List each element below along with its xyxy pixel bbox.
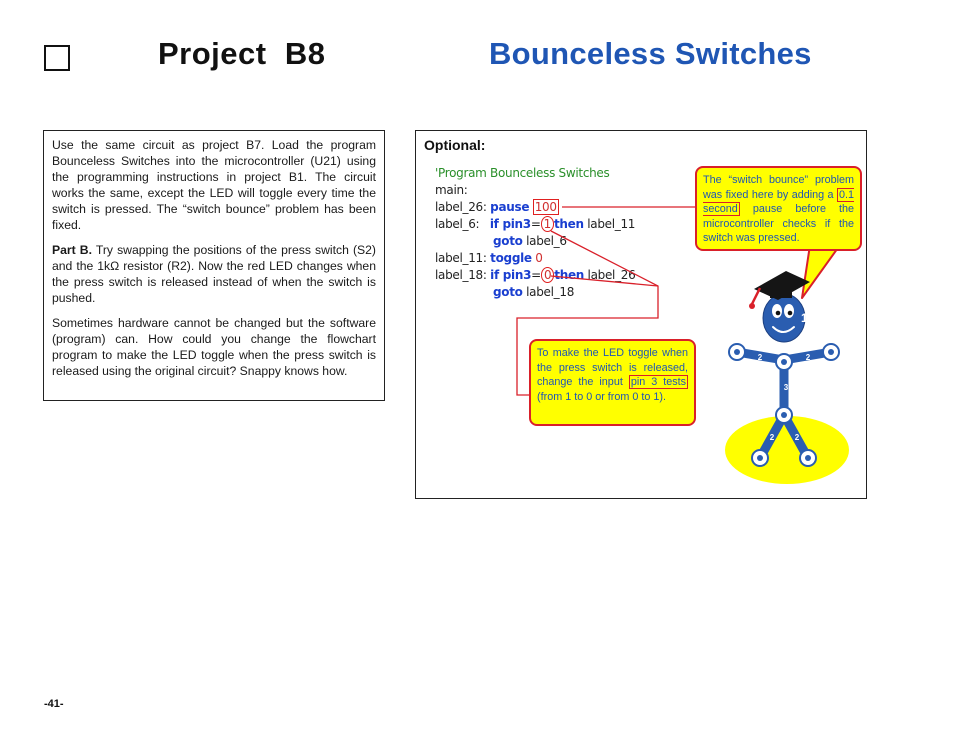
bubble-tail-top — [802, 245, 840, 298]
page-title: Bounceless Switches — [489, 36, 812, 71]
highlight-0-1-second: 0.1 second — [703, 188, 854, 216]
highlight-pin3-tests: pin 3 tests — [630, 376, 687, 389]
body-number: 3 — [783, 383, 789, 392]
pause-value-highlight: 100 — [534, 200, 557, 214]
mascot-head — [763, 294, 805, 342]
paragraph-intro: Use the same circuit as project B7. Load the program Bounceless Switches into the microcontroller (U21) using the programming instructions in project B1. The circuit works the same, except the LED will toggle every time the switch is pressed. The “switch bounce” problem has been fixed. — [52, 138, 376, 232]
code-line-pause: label_26: pause 100 — [435, 200, 557, 214]
leg-number-left: 2 — [769, 433, 775, 442]
pin3-value-circle-0: 0 — [541, 267, 554, 283]
code-main: main: — [435, 183, 468, 197]
code-line-if-pin3-0: label_18: if pin3= 0 then label_26 — [435, 268, 636, 282]
code-comment: 'Program Bounceless Switches — [435, 166, 610, 180]
callout-bubble-pin3: To make the LED toggle when the press switch is released, change the input pin 3 tests (from 1 to 0 or from 0 to 1). — [529, 339, 696, 426]
code-line-goto-18: goto label_18 — [493, 285, 575, 299]
optional-label: Optional: — [424, 137, 486, 153]
paragraph-challenge: Sometimes hardware cannot be changed but the software (program) can. How could you change the flowchart program to make the LED toggle when the press switch is released using the original circuit? Snappy knows how. — [52, 316, 376, 378]
callout-bubble-pause: The “switch bounce” problem was fixed here by adding a 0.1 second pause before the microcontroller checks if the switch was pressed. — [695, 166, 862, 251]
cap-tassel — [752, 288, 760, 304]
arm-number-right: 2 — [805, 353, 811, 362]
code-line-if-pin3-1: label_6: if pin3= 1 then label_11 — [435, 217, 636, 231]
arm-number-left: 2 — [757, 353, 763, 362]
page-number: -41- — [44, 698, 64, 710]
leg-number-right: 2 — [794, 433, 800, 442]
part-b-label: Part B. — [52, 243, 92, 257]
head-number: 1 — [801, 311, 808, 325]
project-label: Project B8 — [158, 36, 326, 71]
part-b-text: Try swapping the positions of the press switch (S2) and the 1kΩ resistor (R2). Now the red LED changes when the press switch is released instead of when the switch is pushed. — [52, 243, 376, 305]
code-line-goto-6: goto label_6 — [493, 234, 567, 248]
pin3-value-circle-1: 1 — [541, 216, 554, 232]
code-line-toggle: label_11: toggle 0 — [435, 251, 543, 265]
